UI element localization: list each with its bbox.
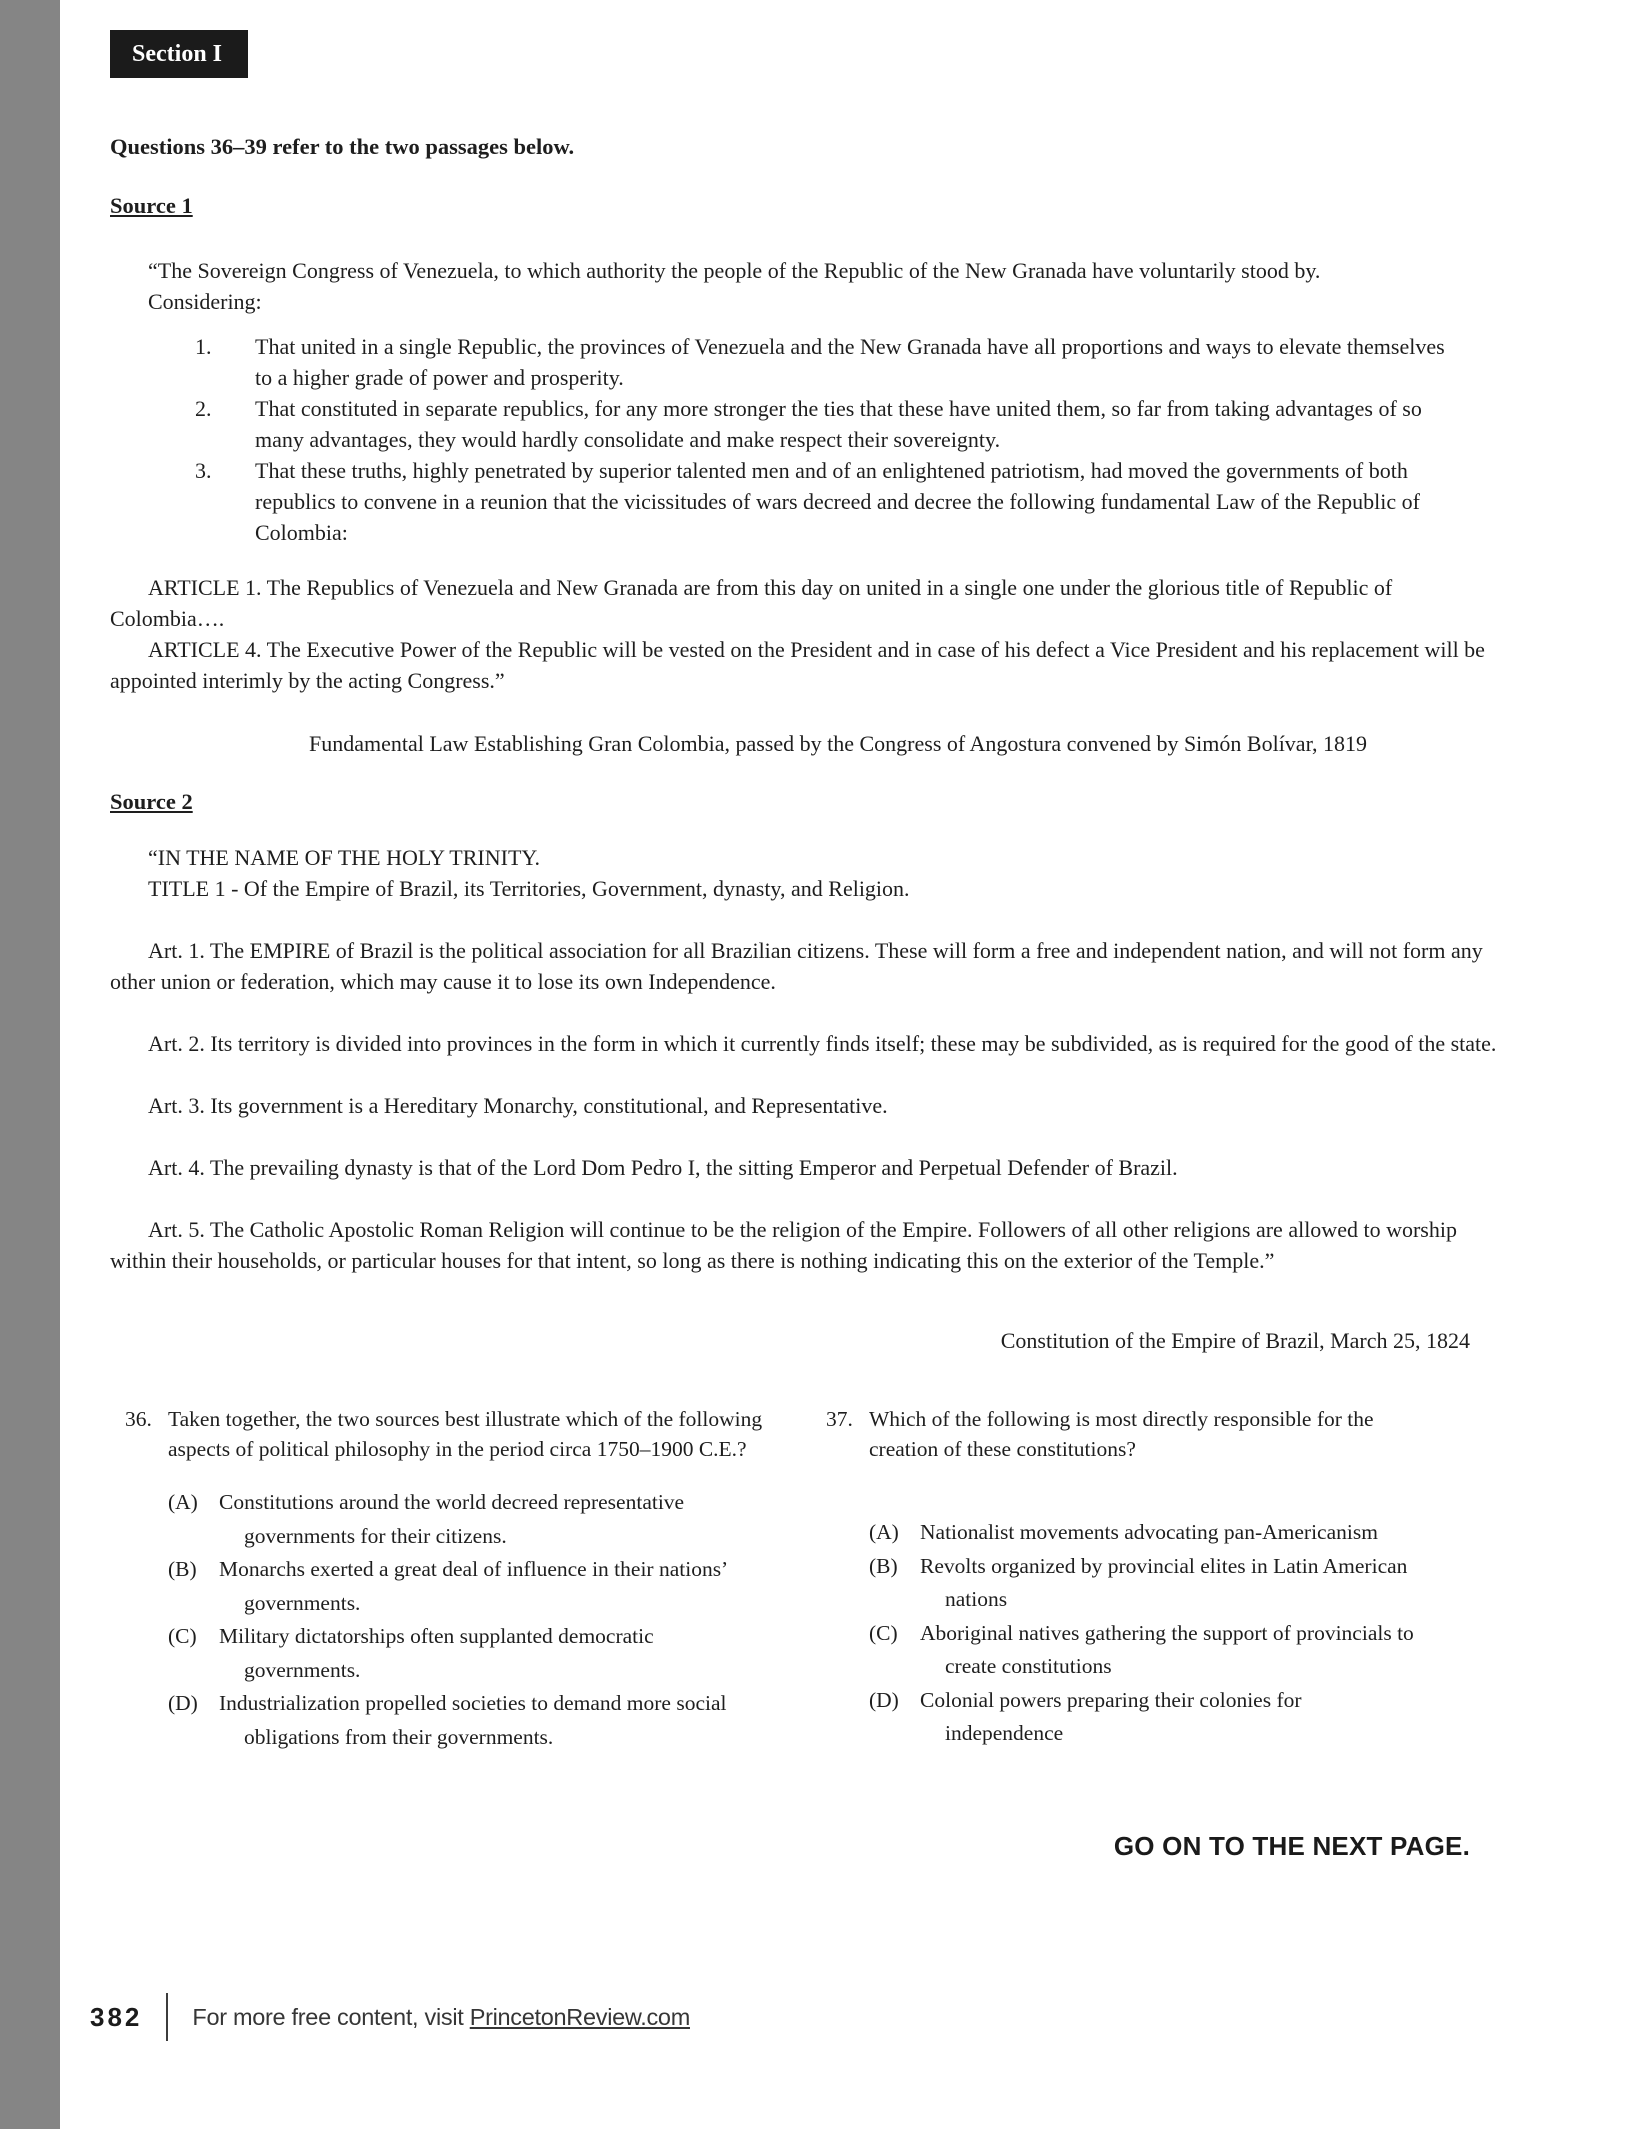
source-1-heading: Source 1	[110, 193, 193, 218]
source-1-attribution: Fundamental Law Establishing Gran Colombia, passed by the Congress of Angostura convened by Simón Bolívar, 1819	[308, 731, 1368, 756]
source-1-numbered-list	[110, 331, 1502, 548]
list-item-number: 3.	[195, 458, 212, 483]
option-letter: (B)	[168, 1557, 197, 1581]
option-37-b	[869, 1550, 1416, 1617]
princeton-review-link[interactable]: PrincetonReview.com	[469, 2003, 690, 2030]
page-footer	[90, 1993, 690, 2041]
source-1-paragraph: Considering:	[148, 289, 262, 314]
question-text: Taken together, the two sources best illustrate which of the following aspects of political philosophy in the period circa 1750–1900 C.E.?	[168, 1407, 763, 1461]
list-item-text: That united in a single Republic, the provinces of Venezuela and the New Granada have all proportions and ways to elevate themselves to a higher grade of power and prosperity.	[255, 334, 1445, 390]
source-2-passage	[110, 842, 1502, 1356]
source-2-article-2: Art. 2. Its territory is divided into provinces in the form in which it currently finds itself; these may be subdivided, as is required for the good of the state.	[148, 1031, 1497, 1056]
option-37-c	[869, 1617, 1416, 1684]
list-item	[110, 331, 1502, 393]
list-item-number: 1.	[195, 334, 212, 359]
option-36-d	[168, 1687, 785, 1754]
question-36	[125, 1404, 785, 1464]
page-number: 382	[90, 2001, 143, 2032]
source-2-article-1: Art. 1. The EMPIRE of Brazil is the political association for all Brazilian citizens. These will form a free and independent nation, and will not form any other union or federation, which may cause it to lose its own Independence.	[110, 938, 1483, 994]
list-item-number: 2.	[195, 396, 212, 421]
option-letter: (D)	[168, 1691, 198, 1715]
option-text: Nationalist movements advocating pan-Americanism	[920, 1520, 1378, 1544]
source-2-attribution: Constitution of the Empire of Brazil, March 25, 1824	[1000, 1328, 1470, 1353]
questions-section	[110, 1404, 1502, 1754]
option-text: Revolts organized by provincial elites in Latin American nations	[920, 1553, 1408, 1611]
question-number: 37.	[826, 1407, 853, 1431]
option-text: Colonial powers preparing their colonies for independence	[920, 1687, 1302, 1745]
option-letter: (C)	[168, 1624, 197, 1648]
source-2-article-3: Art. 3. Its government is a Hereditary Monarchy, constitutional, and Representative.	[148, 1093, 888, 1118]
question-number: 36.	[125, 1407, 152, 1431]
option-36-a	[168, 1486, 785, 1553]
option-37-a	[869, 1516, 1416, 1550]
source-1-paragraph: “The Sovereign Congress of Venezuela, to which authority the people of the Republic of the New Granada have voluntarily stood by.	[148, 258, 1321, 283]
option-text: Industrialization propelled societies to demand more social obligations from their governments.	[219, 1691, 727, 1749]
option-text: Aboriginal natives gathering the support of provincials to create constitutions	[920, 1620, 1414, 1678]
option-text: Military dictatorships often supplanted democratic governments.	[219, 1624, 654, 1682]
list-item	[110, 455, 1502, 548]
question-36-options	[168, 1486, 785, 1754]
question-36-column	[125, 1404, 785, 1754]
question-text: Which of the following is most directly responsible for the creation of these constitutions?	[869, 1407, 1374, 1461]
option-letter: (D)	[869, 1687, 899, 1712]
footer-divider	[166, 1993, 168, 2041]
source-2-article-5: Art. 5. The Catholic Apostolic Roman Religion will continue to be the religion of the Empire. Followers of all other religions are allowed to worship within their households, or particular houses for that intent, so long as there is nothing indicating this on the exterior of the Temple.”	[110, 1217, 1457, 1273]
question-37	[826, 1404, 1416, 1464]
option-36-c	[168, 1620, 785, 1687]
source-2-invocation: “IN THE NAME OF THE HOLY TRINITY.	[148, 845, 540, 870]
option-text: Monarchs exerted a great deal of influence in their nations’ governments.	[219, 1557, 727, 1615]
footer-message: For more free content, visit	[192, 2003, 470, 2030]
footer-text	[192, 2004, 690, 2031]
source-2-title-line: TITLE 1 - Of the Empire of Brazil, its Territories, Government, dynasty, and Religion.	[148, 876, 910, 901]
page-edge-strip	[0, 0, 60, 2129]
go-on-next-page-notice: GO ON TO THE NEXT PAGE.	[1113, 1831, 1470, 1861]
list-item-text: That constituted in separate republics, for any more stronger the ties that these have united them, so far from taking advantages of so many advantages, they would hardly consolidate and make respect their sovereignty.	[255, 396, 1422, 452]
option-letter: (B)	[869, 1553, 898, 1578]
option-37-d	[869, 1684, 1416, 1751]
option-36-b	[168, 1553, 785, 1620]
source-2-article-4: Art. 4. The prevailing dynasty is that of the Lord Dom Pedro I, the sitting Emperor and Perpetual Defender of Brazil.	[148, 1155, 1178, 1180]
question-group-instructions: Questions 36–39 refer to the two passages below.	[110, 134, 575, 159]
option-letter: (A)	[869, 1520, 899, 1544]
option-letter: (C)	[869, 1620, 898, 1645]
list-item	[110, 393, 1502, 455]
list-item-text: That these truths, highly penetrated by superior talented men and of an enlightened patriotism, had moved the governments of both republics to convene in a reunion that the vicissitudes of wars decreed and decree the following fundamental Law of the Republic of Colombia:	[255, 458, 1420, 545]
source-1-passage	[110, 255, 1502, 759]
option-letter: (A)	[168, 1490, 198, 1514]
source-2-heading: Source 2	[110, 789, 193, 814]
question-37-options	[869, 1516, 1416, 1751]
source-1-article-1: ARTICLE 1. The Republics of Venezuela and New Granada are from this day on united in a single one under the glorious title of Republic of Colombia….	[110, 575, 1393, 631]
section-label: Section I	[110, 30, 248, 78]
option-text: Constitutions around the world decreed representative governments for their citizens.	[219, 1490, 685, 1548]
source-1-article-4: ARTICLE 4. The Executive Power of the Republic will be vested on the President and in case of his defect a Vice President and his replacement will be appointed interimly by the acting Congress.”	[110, 637, 1485, 693]
page-content	[110, 0, 1502, 1754]
question-37-column	[826, 1404, 1416, 1751]
